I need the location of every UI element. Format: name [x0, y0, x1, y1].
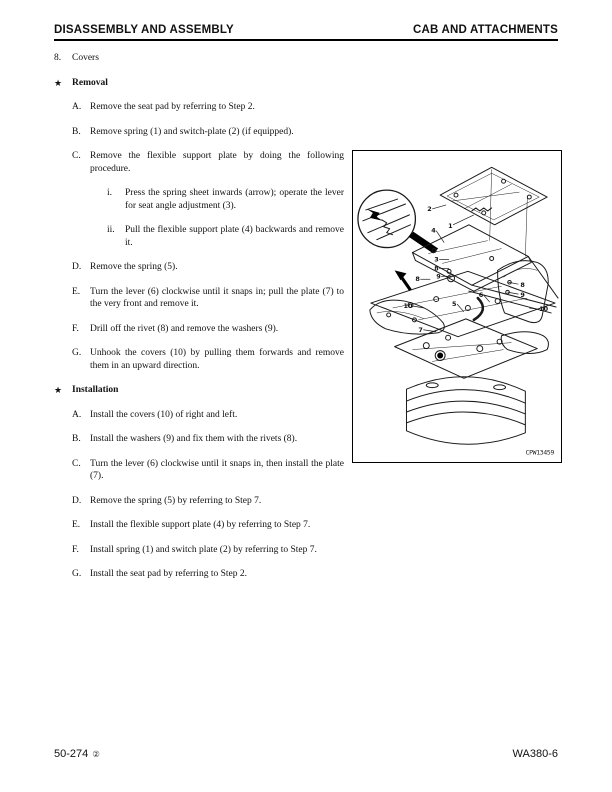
switch-plate [440, 167, 547, 224]
step-text: Install the seat pad by referring to Step 2. [90, 569, 247, 579]
magnifier-pointer [408, 232, 438, 254]
page-number: 50-274 [54, 748, 89, 760]
installation-step-d [72, 495, 344, 508]
cable [474, 298, 483, 320]
step-text: Remove the spring (5). [90, 262, 178, 272]
footer-model-number: WA380-6 [512, 748, 558, 760]
callout-label: 8 [415, 275, 420, 284]
step-label: D. [72, 495, 82, 506]
section-title [54, 52, 344, 65]
section-number: 8. [54, 53, 62, 63]
step-label: G. [72, 348, 82, 358]
step-label: A. [72, 409, 82, 420]
step-text: Install spring (1) and switch plate (2) by referring to Step 7. [90, 544, 317, 555]
removal-step-g [72, 347, 344, 372]
substep-label: ii. [107, 225, 115, 235]
removal-step-c [72, 150, 344, 249]
callout-label: 8 [520, 281, 525, 290]
callout-label: 10 [403, 301, 413, 310]
step-label: C. [72, 458, 81, 469]
step-text: Remove the flexible support plate by doing the following procedure. [90, 151, 344, 174]
installation-step-b [72, 433, 344, 446]
alignment-line [525, 197, 527, 256]
substep-text: Press the spring sheet inwards (arrow); operate the lever for seat angle adjustment (3). [125, 188, 344, 211]
header-right-title: CAB AND ATTACHMENTS [413, 24, 558, 36]
callout-label: 1 [448, 221, 453, 230]
removal-step-b [72, 126, 344, 139]
step-text: Remove spring (1) and switch-plate (2) (if equipped). [90, 126, 294, 137]
step-label: A. [72, 102, 82, 112]
removal-arrow-icon [395, 270, 411, 290]
support-plate [412, 225, 531, 291]
step-text: Unhook the covers (10) by pulling them forwards and remove them in an upward direction. [90, 348, 344, 371]
step-label: D. [72, 262, 82, 272]
substep-label: i. [107, 188, 113, 198]
page-footer [54, 748, 558, 760]
page-marker-icon: ② [92, 749, 100, 759]
step-text: Remove the spring (5) by referring to Step 7. [90, 495, 262, 506]
installation-heading [54, 384, 344, 397]
figure-code: CPW13459 [525, 448, 555, 457]
callout-labels [404, 205, 549, 334]
exploded-view-diagram [353, 151, 561, 462]
step-label: E. [72, 286, 81, 297]
installation-heading-label: Installation [72, 385, 119, 395]
section-name: Covers [72, 53, 99, 63]
removal-step-d [72, 261, 344, 274]
figure-frame [352, 150, 562, 463]
installation-step-e [72, 519, 344, 532]
step-text: Install the covers (10) of right and left. [90, 409, 238, 420]
step-text: Remove the seat pad by referring to Step 2. [90, 102, 255, 112]
step-text: Turn the lever (6) clockwise until it snaps in; pull the plate (7) to the very front and remove it. [90, 286, 344, 309]
callout-label: 7 [418, 325, 423, 334]
installation-step-f [72, 544, 344, 557]
step-text: Drill off the rivet (8) and remove the washers (9). [90, 323, 279, 334]
callout-label: 10 [539, 304, 549, 313]
header-left-title: DISASSEMBLY AND ASSEMBLY [54, 24, 234, 36]
removal-substep-ii [107, 224, 344, 249]
step-label: F. [72, 323, 79, 334]
installation-step-a [72, 409, 344, 422]
callout-label: 9 [520, 291, 525, 300]
footer-page-number [54, 748, 100, 760]
callout-label: 6 [478, 291, 484, 300]
callout-label: 8 [434, 264, 439, 273]
step-label: E. [72, 520, 81, 530]
press-arrow-icon [367, 209, 383, 221]
removal-step-e [72, 286, 344, 311]
removal-substep-i [107, 187, 344, 212]
installation-steps [72, 409, 344, 581]
installation-step-c [72, 458, 344, 483]
step-label: F. [72, 544, 79, 555]
removal-heading [54, 77, 344, 90]
removal-heading-label: Removal [72, 77, 108, 88]
callout-label: 4 [431, 226, 436, 235]
text-column [54, 52, 344, 593]
page-header [54, 24, 558, 41]
step-text: Install the washers (9) and fix them with the rivets (8). [90, 434, 298, 444]
seat-frame [371, 269, 555, 336]
step-text: Install the flexible support plate (4) by referring to Step 7. [90, 520, 311, 530]
installation-step-g [72, 568, 344, 581]
step-label: G. [72, 569, 82, 579]
star-icon: ★ [54, 77, 63, 88]
callout-label: 3 [434, 255, 439, 264]
callout-label: 9 [436, 272, 441, 281]
substep-text: Pull the flexible support plate (4) backwards and remove it. [125, 225, 344, 248]
removal-steps [72, 101, 344, 372]
removal-step-f [72, 323, 344, 336]
removal-step-a [72, 101, 344, 114]
step-label: B. [72, 434, 81, 444]
alignment-line [490, 169, 492, 240]
star-icon: ★ [54, 385, 63, 395]
step-label: B. [72, 126, 81, 137]
suspension-bellows [406, 377, 525, 444]
callout-label: 5 [452, 300, 457, 309]
step-label: C. [72, 151, 81, 161]
step-text: Turn the lever (6) clockwise until it snaps in, then install the plate (7). [90, 458, 344, 481]
callout-label: 2 [427, 204, 432, 213]
magnifier-detail [358, 190, 438, 253]
removal-substeps [107, 187, 344, 249]
